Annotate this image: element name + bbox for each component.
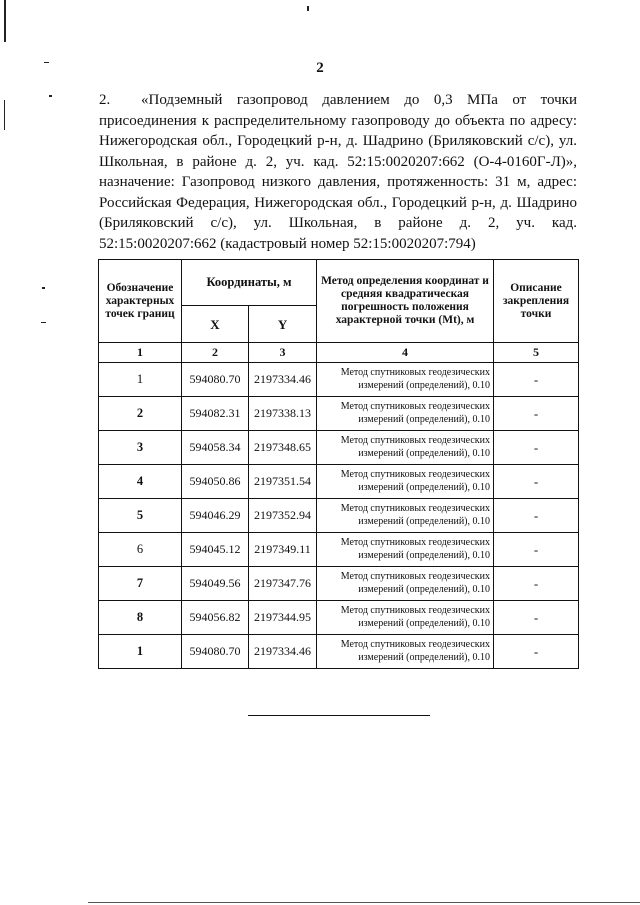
point-cell: 1 bbox=[99, 363, 182, 397]
x-coordinate-cell: 594050.86 bbox=[182, 465, 249, 499]
method-cell: Метод спутниковых геодезических измерений (определений), 0.10 bbox=[317, 363, 494, 397]
description-cell: - bbox=[494, 397, 579, 431]
scan-artifact bbox=[4, 100, 5, 130]
y-coordinate-cell: 2197334.46 bbox=[249, 363, 317, 397]
method-cell: Метод спутниковых геодезических измерений (определений), 0.10 bbox=[317, 533, 494, 567]
point-cell: 8 bbox=[99, 601, 182, 635]
y-coordinate-cell: 2197334.46 bbox=[249, 635, 317, 669]
closing-rule bbox=[248, 715, 430, 716]
header-y: Y bbox=[249, 306, 317, 343]
y-coordinate-cell: 2197348.65 bbox=[249, 431, 317, 465]
x-coordinate-cell: 594046.29 bbox=[182, 499, 249, 533]
y-coordinate-cell: 2197338.13 bbox=[249, 397, 317, 431]
column-number: 3 bbox=[249, 343, 317, 363]
column-number: 1 bbox=[99, 343, 182, 363]
table-row bbox=[99, 465, 579, 499]
description-cell: - bbox=[494, 533, 579, 567]
column-number-row bbox=[99, 343, 579, 363]
scan-artifact bbox=[4, 0, 6, 42]
method-cell: Метод спутниковых геодезических измерений (определений), 0.10 bbox=[317, 397, 494, 431]
y-coordinate-cell: 2197349.11 bbox=[249, 533, 317, 567]
table-row bbox=[99, 533, 579, 567]
x-coordinate-cell: 594058.34 bbox=[182, 431, 249, 465]
scan-artifact bbox=[49, 95, 52, 97]
method-cell: Метод спутниковых геодезических измерений (определений), 0.10 bbox=[317, 499, 494, 533]
y-coordinate-cell: 2197344.95 bbox=[249, 601, 317, 635]
method-cell: Метод спутниковых геодезических измерений (определений), 0.10 bbox=[317, 465, 494, 499]
point-cell: 5 bbox=[99, 499, 182, 533]
table-row bbox=[99, 601, 579, 635]
page-number: 2 bbox=[316, 60, 324, 76]
description-cell: - bbox=[494, 567, 579, 601]
scan-artifact bbox=[307, 6, 309, 11]
point-cell: 3 bbox=[99, 431, 182, 465]
method-cell: Метод спутниковых геодезических измерений (определений), 0.10 bbox=[317, 567, 494, 601]
table-row bbox=[99, 397, 579, 431]
paragraph-text: «Подземный газопровод давлением до 0,3 МПа от точки присоединения к распределительному газопроводу до объекта по адресу: Нижегородская обл., Городецкий р-н, д. Шадрино (Бриляковский с/с), ул. Школьная, в районе д. 2, уч. кад. 52:15:0020207:662 (О-4-0160Г-Л)», назначение: Газопровод низкого давления, протяженность: 31 м, адрес: Российская Федерация, Нижегородская обл., Городецкий р-н, д. Шадрино (Бриляковский с/с), ул. Школьная, в районе д. 2, уч. кад. 52:15:0020207:662 (кадастровый номер 52:15:0020207:794) bbox=[99, 92, 577, 252]
method-cell: Метод спутниковых геодезических измерений (определений), 0.10 bbox=[317, 601, 494, 635]
table-row bbox=[99, 499, 579, 533]
scan-artifact bbox=[41, 322, 46, 323]
description-cell: - bbox=[494, 499, 579, 533]
table-row bbox=[99, 635, 579, 669]
table-row bbox=[99, 431, 579, 465]
y-coordinate-cell: 2197347.76 bbox=[249, 567, 317, 601]
column-number: 2 bbox=[182, 343, 249, 363]
header-x: X bbox=[182, 306, 249, 343]
x-coordinate-cell: 594045.12 bbox=[182, 533, 249, 567]
x-coordinate-cell: 594049.56 bbox=[182, 567, 249, 601]
x-coordinate-cell: 594056.82 bbox=[182, 601, 249, 635]
description-cell: - bbox=[494, 363, 579, 397]
coordinates-table bbox=[98, 259, 579, 669]
scan-artifact bbox=[88, 902, 640, 903]
object-description-paragraph bbox=[99, 90, 577, 254]
header-coordinates: Координаты, м bbox=[182, 260, 317, 306]
column-number: 5 bbox=[494, 343, 579, 363]
scan-artifact bbox=[42, 287, 45, 289]
x-coordinate-cell: 594080.70 bbox=[182, 363, 249, 397]
description-cell: - bbox=[494, 601, 579, 635]
table-row bbox=[99, 363, 579, 397]
method-cell: Метод спутниковых геодезических измерений (определений), 0.10 bbox=[317, 431, 494, 465]
description-cell: - bbox=[494, 635, 579, 669]
description-cell: - bbox=[494, 431, 579, 465]
y-coordinate-cell: 2197352.94 bbox=[249, 499, 317, 533]
header-method: Метод определения координат и средняя квадратическая погрешность положения характерной точки (Mt), м bbox=[317, 260, 494, 343]
point-cell: 4 bbox=[99, 465, 182, 499]
header-description: Описание закрепления точки bbox=[494, 260, 579, 343]
y-coordinate-cell: 2197351.54 bbox=[249, 465, 317, 499]
x-coordinate-cell: 594082.31 bbox=[182, 397, 249, 431]
header-point-designation: Обозначение характерных точек границ bbox=[99, 260, 182, 343]
table-row bbox=[99, 567, 579, 601]
point-cell: 2 bbox=[99, 397, 182, 431]
description-cell: - bbox=[494, 465, 579, 499]
column-number: 4 bbox=[317, 343, 494, 363]
point-cell: 6 bbox=[99, 533, 182, 567]
paragraph-number: 2. bbox=[99, 92, 111, 108]
point-cell: 7 bbox=[99, 567, 182, 601]
point-cell: 1 bbox=[99, 635, 182, 669]
x-coordinate-cell: 594080.70 bbox=[182, 635, 249, 669]
method-cell: Метод спутниковых геодезических измерений (определений), 0.10 bbox=[317, 635, 494, 669]
